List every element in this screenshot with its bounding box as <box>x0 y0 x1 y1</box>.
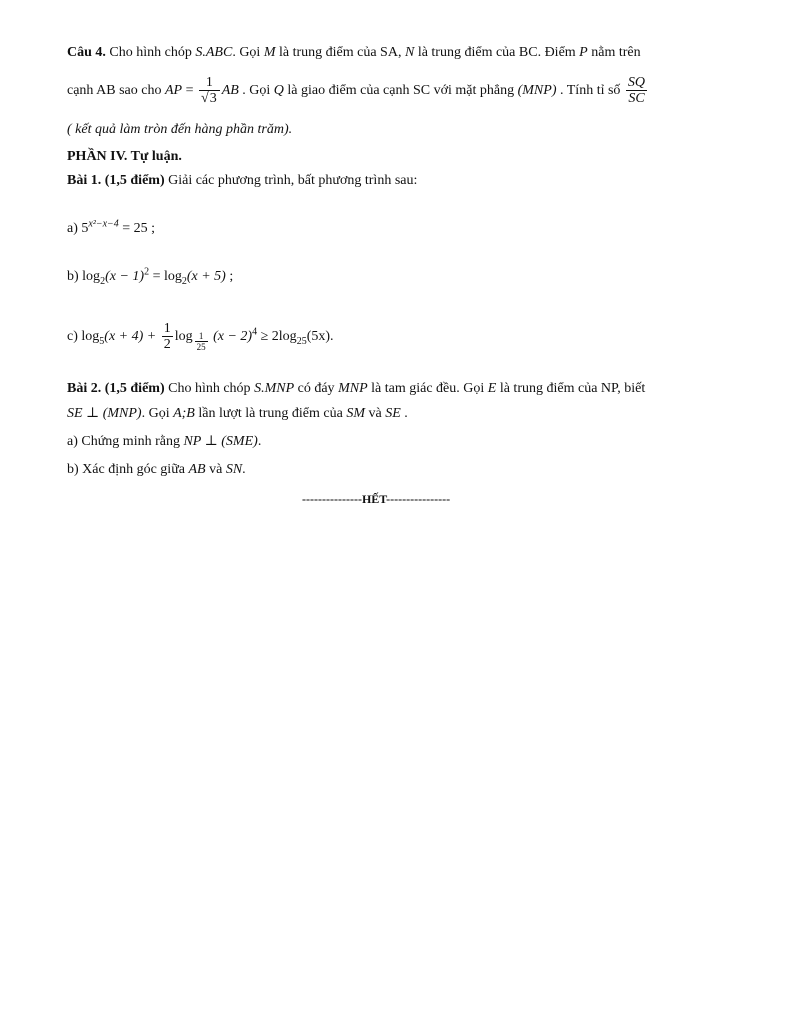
bai1-c-base: 5 <box>99 336 105 348</box>
bai1-c-half-den: 2 <box>163 337 171 352</box>
bai1-c-arg2: (x − 2) <box>209 329 253 345</box>
bai1-c-half <box>162 322 173 352</box>
bai1-b-base: 2 <box>100 275 106 287</box>
bai2-points-ab: A;B <box>173 406 195 421</box>
bai2-text: . <box>400 406 408 421</box>
part4-title: PHẦN IV. Tự luận. <box>67 149 182 164</box>
q4-line-1 <box>67 44 641 62</box>
q4-fraction <box>199 76 220 106</box>
bai1-b-power: 2 <box>144 266 150 278</box>
bai1-c-base-num: 1 <box>195 331 208 342</box>
bai2-perp: SE ⊥ (MNP) <box>67 406 142 421</box>
bai1-b-eq: = <box>149 269 164 284</box>
bai1-a-rhs: = 25 ; <box>118 221 156 236</box>
bai2-text: là tam giác đều. Gọi <box>367 381 488 396</box>
q4-text: nằm trên <box>587 45 641 60</box>
bai1-b-arg2: (x + 5) <box>186 269 226 284</box>
q4-ratio-num: SQ <box>627 75 646 90</box>
bai2-text: lần lượt là trung điểm của <box>194 406 347 421</box>
bai2-label: Bài 2. (1,5 điểm) <box>67 381 165 396</box>
bai1-c-base-fraction <box>195 331 208 352</box>
q4-fraction-den: √3 <box>201 91 217 106</box>
q4-note: ( kết quả làm tròn đến hàng phần trăm). <box>67 122 293 137</box>
bai2-se: SE <box>385 406 401 421</box>
q4-text: là trung điểm của BC. Điểm <box>414 45 580 60</box>
bai1-label: Bài 1. (1,5 điểm) <box>67 173 165 188</box>
bai2-text: Cho hình chóp <box>164 381 255 396</box>
bai1-c-log2: log <box>174 329 193 345</box>
bai2-text: và <box>364 406 386 421</box>
bai2-text: . Gọi <box>141 406 174 421</box>
q4-ap: AP <box>164 83 183 99</box>
bai2-b <box>67 461 246 479</box>
q4-point-p: P <box>579 45 588 60</box>
q4-text: cạnh AB sao cho <box>67 83 165 99</box>
bai1-a-exponent: x²−x−4 <box>88 218 119 230</box>
bai2-text: là trung điểm của NP, biết <box>496 381 646 396</box>
q4-sqrt-arg: 3 <box>209 91 217 106</box>
q4-eq: = <box>182 83 197 99</box>
q4-text: . Gọi <box>238 83 274 99</box>
bai2-b-and: và <box>205 462 226 477</box>
bai1-c-label: c) <box>67 329 82 345</box>
q4-ratio <box>626 76 647 106</box>
q4-text: . Gọi <box>232 45 264 60</box>
bai2-a-end: . <box>257 434 262 449</box>
bai1-b-label: b) <box>67 269 83 284</box>
bai2-a <box>67 433 261 451</box>
bai1-b-log: log <box>82 269 101 284</box>
end-marker: ---------------HẾT---------------- <box>302 492 451 506</box>
bai2-line-2 <box>67 405 408 423</box>
bai1-a-base: 5 <box>81 221 89 236</box>
q4-text: là trung điểm của SA, <box>275 45 405 60</box>
bai1-text: Giải các phương trình, bất phương trình sau: <box>164 173 418 188</box>
q4-label: Câu 4. <box>67 45 106 60</box>
bai1-c <box>67 322 334 352</box>
bai2-line-1 <box>67 380 645 398</box>
q4-point-n: N <box>404 45 415 60</box>
q4-text: . Tính tỉ số <box>556 83 624 99</box>
bai2-pyramid: S.MNP <box>254 381 295 396</box>
bai1-a <box>67 220 155 238</box>
bai2-point-e: E <box>487 381 497 396</box>
q4-fraction-num: 1 <box>199 76 220 91</box>
bai2-b-text: b) Xác định góc giữa <box>67 462 189 477</box>
bai2-b-ab: AB <box>188 462 206 477</box>
bai1-b-base2: 2 <box>181 275 187 287</box>
q4-point-q: Q <box>273 83 284 99</box>
bai1-c-arg: (x + 4) + <box>104 329 160 345</box>
bai1-c-base3: 25 <box>296 336 307 348</box>
bai1-b-end: ; <box>225 269 234 284</box>
bai1-b-log2: log <box>163 269 182 284</box>
bai1-c-base-den: 25 <box>196 342 206 353</box>
bai2-a-math: NP ⊥ (SME) <box>183 434 258 449</box>
q4-point-m: M <box>263 45 276 60</box>
q4-plane: (MNP) <box>517 83 557 99</box>
bai2-sm: SM <box>346 406 365 421</box>
bai1-c-end: (5x). <box>306 329 334 345</box>
bai1-c-half-num: 1 <box>163 321 171 336</box>
bai1-c-log: log <box>81 329 100 345</box>
bai2-a-text: a) Chứng minh rằng <box>67 434 184 449</box>
bai1-c-power: 4 <box>252 326 258 338</box>
bai1-c-rest: ≥ 2log <box>257 329 297 345</box>
q4-ratio-den: SC <box>628 91 645 106</box>
bai2-b-end: . <box>242 462 246 477</box>
q4-text: Cho hình chóp <box>105 45 196 60</box>
q4-text: là giao điểm của cạnh SC với mặt phẳng <box>283 83 518 99</box>
q4-line-2 <box>67 76 649 106</box>
bai1-b-arg1: (x − 1) <box>105 269 145 284</box>
bai1-a-label: a) <box>67 221 82 236</box>
bai1-heading <box>67 172 417 190</box>
q4-pyramid: S.ABC <box>195 45 233 60</box>
q4-ab: AB <box>221 83 239 99</box>
bai2-b-sn: SN <box>225 462 243 477</box>
bai2-text: có đáy <box>294 381 339 396</box>
bai2-base: MNP <box>338 381 368 396</box>
bai1-b <box>67 268 233 286</box>
